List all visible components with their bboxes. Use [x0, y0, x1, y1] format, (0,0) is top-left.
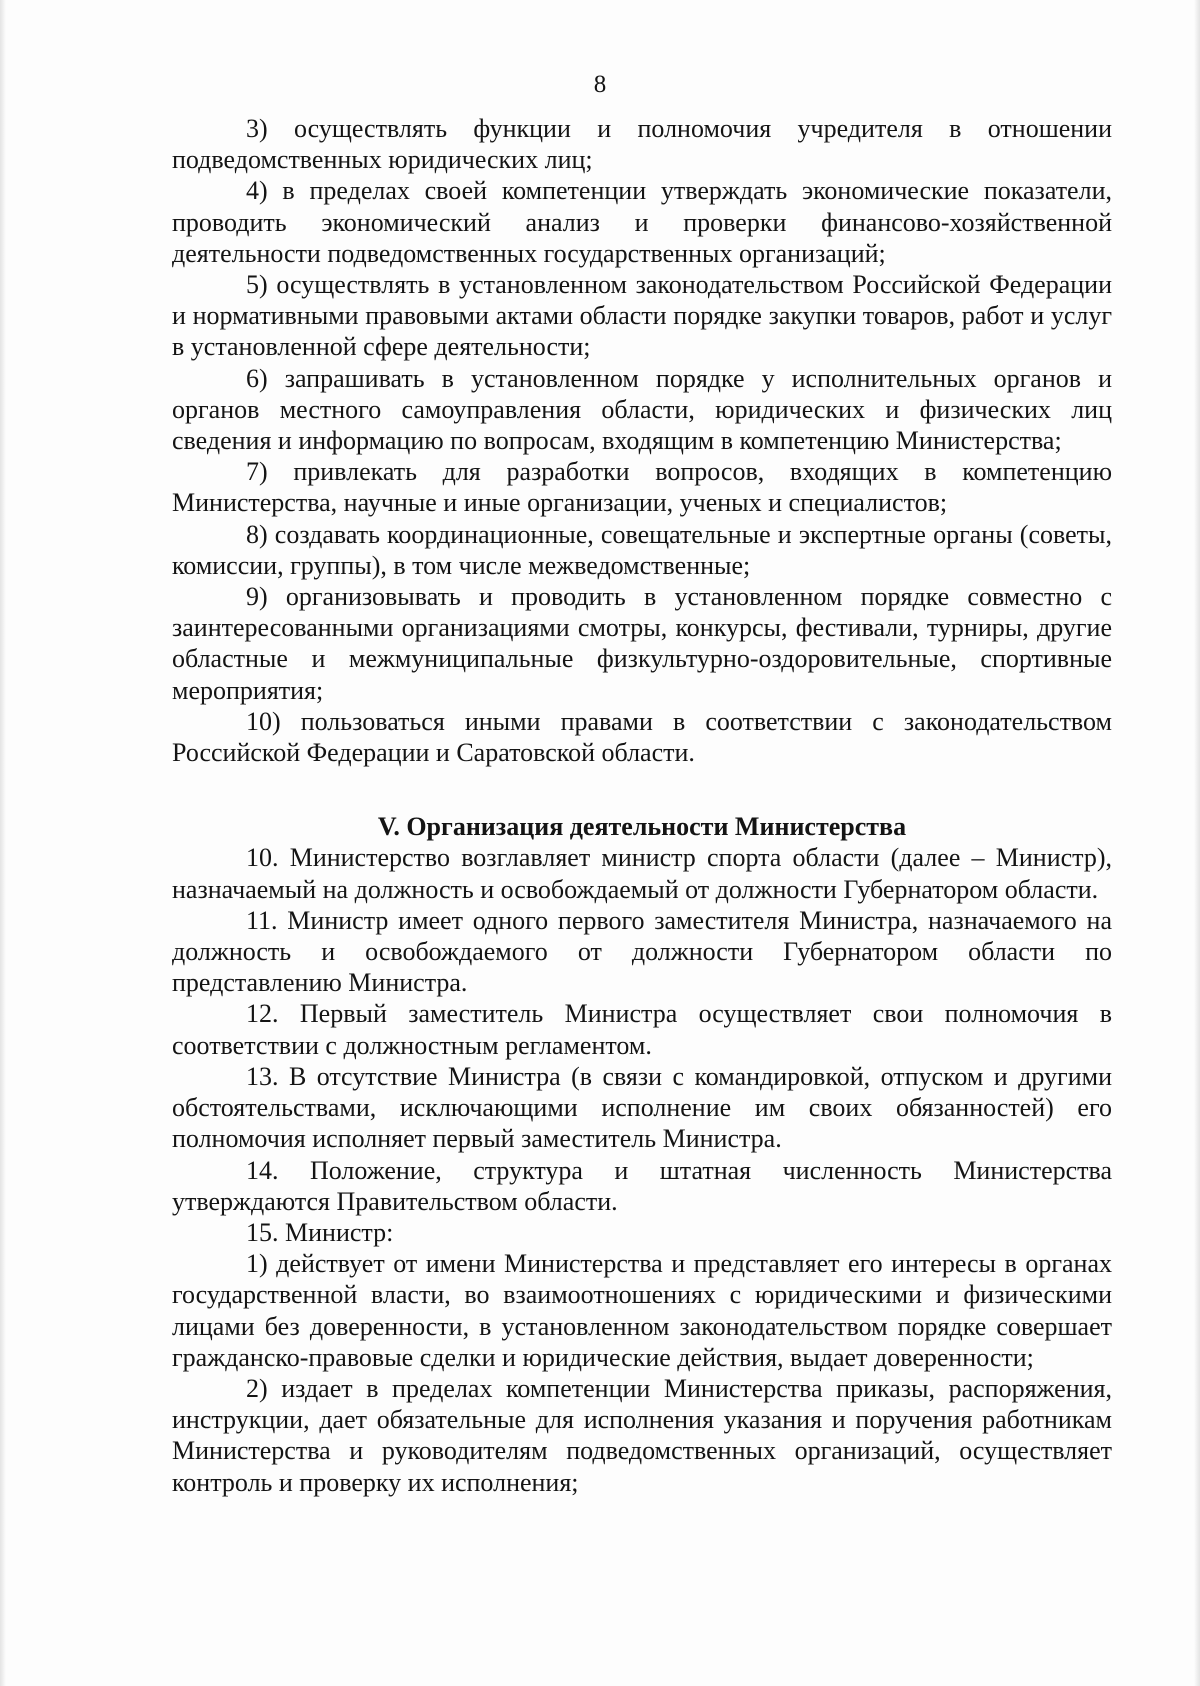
clause-13: 13. В отсутствие Министра (в связи с командировкой, отпуском и другими обстоятельствами, исключающими исполнение им своих обязанностей) его полномочия исполняет первый заместитель Министра.	[172, 1061, 1112, 1154]
rights-item-3: 3) осуществлять функции и полномочия учредителя в отношении подведомственных юридических лиц;	[172, 114, 1112, 175]
page-left-edge	[0, 0, 6, 1686]
section-heading: V. Организация деятельности Министерства	[377, 812, 907, 842]
clause-14: 14. Положение, структура и штатная численность Министерства утверждаются Правительством области.	[172, 1155, 1112, 1216]
rights-item-6: 6) запрашивать в установленном порядке у исполнительных органов и органов местного самоуправления области, юридических и физических лиц сведения и информацию по вопросам, входящим в компетенцию Министерства;	[172, 363, 1112, 456]
rights-item-9: 9) организовывать и проводить в установленном порядке совместно с заинтересованными организациями смотры, конкурсы, фестивали, турниры, другие областные и межмуниципальные физкультурно-оздоровительные, спортивные мероприятия;	[172, 582, 1112, 705]
page-number: 8	[593, 71, 607, 98]
minister-item-2: 2) издает в пределах компетенции Министерства приказы, распоряжения, инструкции, дает обязательные для исполнения указания и поручения работникам Министерства и руководителям подведомственных организаций, осуществляет контроль и проверку их исполнения;	[172, 1373, 1112, 1497]
rights-item-8: 8) создавать координационные, совещательные и экспертные органы (советы, комиссии, группы), в том числе межведомственные;	[172, 519, 1112, 580]
rights-item-10: 10) пользоваться иными правами в соответствии с законодательством Российской Федерации и Саратовской области.	[172, 706, 1112, 768]
rights-item-5: 5) осуществлять в установленном законодательством Российской Федерации и нормативными правовыми актами области порядке закупки товаров, работ и услуг в установленной сфере деятельности;	[172, 270, 1112, 362]
page-right-edge	[1194, 0, 1200, 1686]
clause-15: 15. Министр:	[246, 1217, 394, 1247]
document-body	[172, 113, 1112, 1498]
clause-10: 10. Министерство возглавляет министр спорта области (далее – Министр), назначаемый на должность и освобождаемый от должности Губернатором области.	[172, 843, 1112, 904]
minister-item-1: 1) действует от имени Министерства и представляет его интересы в органах государственной власти, во взаимоотношениях с юридическими и физическими лицами без доверенности, в установленном законодательством порядке совершает гражданско-правовые сделки и юридические действия, выдает доверенности;	[172, 1249, 1112, 1372]
rights-item-7: 7) привлекать для разработки вопросов, входящих в компетенцию Министерства, научные и иные организации, ученых и специалистов;	[172, 457, 1112, 518]
rights-item-4: 4) в пределах своей компетенции утверждать экономические показатели, проводить экономический анализ и проверки финансово-хозяйственной деятельности подведомственных государственных организаций;	[172, 176, 1112, 268]
clause-11: 11. Министр имеет одного первого заместителя Министра, назначаемого на должность и освобождаемого от должности Губернатором области по представлению Министра.	[172, 905, 1112, 998]
clause-12: 12. Первый заместитель Министра осуществляет свои полномочия в соответствии с должностным регламентом.	[172, 999, 1112, 1060]
